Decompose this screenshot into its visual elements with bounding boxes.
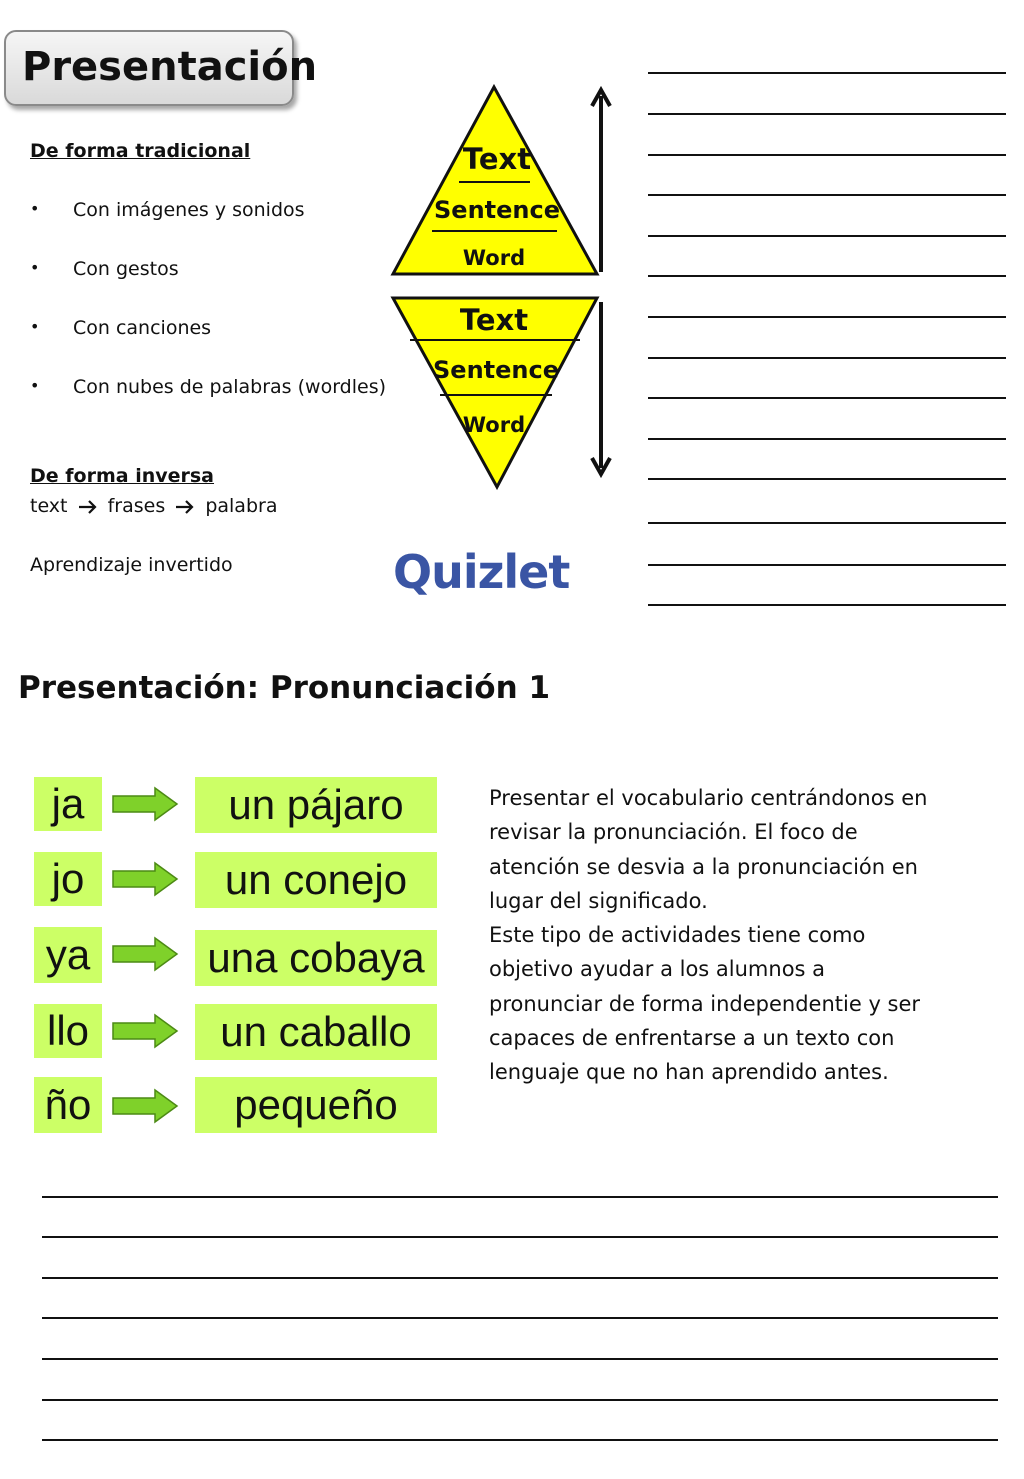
right-arrow-icon <box>78 500 98 514</box>
writing-line <box>648 478 1006 480</box>
description-line: pronunciar de forma independentie y ser <box>489 991 921 1016</box>
syllable-box: jo <box>34 852 102 906</box>
bullet-text: Con imágenes y sonidos <box>73 199 305 221</box>
syllable-box: ja <box>34 777 102 831</box>
writing-line <box>648 275 1006 277</box>
green-arrow-icon <box>111 861 179 897</box>
syllable-box: ya <box>34 927 102 983</box>
bullet-glyph: • <box>30 258 40 277</box>
green-arrow-icon <box>111 786 179 822</box>
pyramid-diagram <box>385 80 625 495</box>
writing-line <box>42 1399 998 1401</box>
pyramid-top <box>393 87 597 274</box>
pyramid-bottom <box>393 298 597 487</box>
inverse-sequence <box>30 495 277 517</box>
bullet-text: Con canciones <box>73 317 212 339</box>
syllable-box: llo <box>34 1004 102 1058</box>
bullet-text: Con gestos <box>73 258 179 280</box>
writing-line <box>42 1196 998 1198</box>
writing-line <box>42 1317 998 1319</box>
bullet-glyph: • <box>30 376 40 395</box>
description-paragraph <box>489 781 979 1090</box>
vocabulary-word-box: un caballo <box>195 1004 437 1060</box>
description-line: atención se desvia a la pronunciación en <box>489 854 918 879</box>
traditional-heading: De forma tradicional <box>30 140 251 162</box>
pyramid-top-level-word: Word <box>462 246 526 270</box>
writing-line <box>648 316 1006 318</box>
writing-line <box>648 154 1006 156</box>
sequence-step: text <box>30 495 68 517</box>
pyramid-top-level-text: Text <box>462 142 532 176</box>
writing-line <box>648 522 1006 524</box>
vocabulary-word-box: pequeño <box>195 1077 437 1133</box>
writing-line <box>648 357 1006 359</box>
quizlet-logo: Quizlet <box>393 545 570 599</box>
writing-line <box>42 1439 998 1441</box>
pyramid-bottom-level-word: Word <box>462 413 526 437</box>
writing-line <box>648 72 1006 74</box>
writing-line <box>42 1277 998 1279</box>
green-arrow-icon <box>111 1013 179 1049</box>
writing-line <box>42 1358 998 1360</box>
bullet-glyph: • <box>30 317 40 336</box>
right-arrow-icon <box>175 500 195 514</box>
writing-line <box>42 1236 998 1238</box>
down-arrow-icon <box>592 302 610 474</box>
bullet-glyph: • <box>30 199 40 218</box>
pyramid-bottom-level-sentence: Sentence <box>433 356 559 384</box>
description-line: lenguaje que no han aprendido antes. <box>489 1060 889 1085</box>
vocabulary-word-box: una cobaya <box>195 930 437 986</box>
writing-lines-bottom <box>42 1180 998 1450</box>
title-box <box>4 30 318 106</box>
vocabulary-word-box: un pájaro <box>195 777 437 833</box>
vocabulary-word-box: un conejo <box>195 852 437 908</box>
description-line: Este tipo de actividades tiene como <box>489 923 866 948</box>
syllable-box: ño <box>34 1077 102 1133</box>
writing-line <box>648 604 1006 606</box>
description-line: revisar la pronunciación. El foco de <box>489 820 858 845</box>
section-title: Presentación: Pronunciación 1 <box>18 670 551 706</box>
writing-line <box>648 113 1006 115</box>
writing-line <box>648 194 1006 196</box>
bullet-text: Con nubes de palabras (wordles) <box>73 376 387 398</box>
description-line: objetivo ayudar a los alumnos a <box>489 957 826 982</box>
sequence-step: palabra <box>205 495 278 517</box>
up-arrow-icon <box>592 90 610 272</box>
description-line: capaces de enfrentarse a un texto con <box>489 1026 895 1051</box>
description-line: Presentar el vocabulario centrándonos en <box>489 786 928 810</box>
inverse-heading: De forma inversa <box>30 465 215 487</box>
writing-line <box>648 564 1006 566</box>
description-line: lugar del significado. <box>489 888 708 913</box>
writing-line <box>648 235 1006 237</box>
flipped-learning-label: Aprendizaje invertido <box>30 554 233 576</box>
sequence-step: frases <box>107 495 166 517</box>
writing-line <box>648 397 1006 399</box>
page-title: Presentación <box>22 44 318 90</box>
pyramid-bottom-level-text: Text <box>459 303 529 337</box>
writing-line <box>648 438 1006 440</box>
green-arrow-icon <box>111 1088 179 1124</box>
writing-lines-right <box>648 0 1006 620</box>
green-arrow-icon <box>111 936 179 972</box>
pyramid-top-level-sentence: Sentence <box>434 196 560 224</box>
